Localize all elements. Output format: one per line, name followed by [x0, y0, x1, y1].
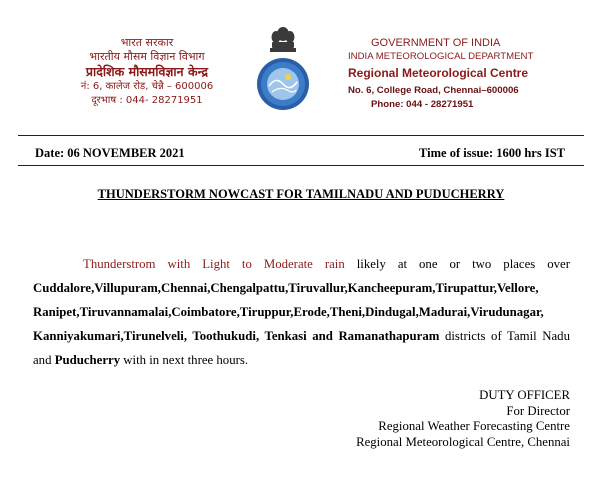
header-divider-top	[18, 135, 584, 136]
hindi-line-dept: भारतीय मौसम विज्ञान विभाग	[89, 50, 205, 63]
signature-block	[356, 388, 570, 450]
english-header	[345, 36, 585, 111]
government-emblem-icon	[252, 24, 314, 120]
signature-title: DUTY OFFICER	[479, 388, 570, 402]
body-districts: districts of Tamil Nadu and	[33, 329, 570, 367]
hindi-line-govt: भारत सरकार	[120, 36, 174, 49]
body-likely: likely at one or two places over	[344, 257, 570, 271]
english-line-address: No. 6, College Road, Chennai–600006	[348, 85, 519, 96]
hindi-line-address: नं: 6, कालेज रोड, चेन्नै – 600006	[80, 81, 214, 92]
issue-date: Date: 06 NOVEMBER 2021	[35, 146, 185, 160]
header-divider-bottom	[18, 165, 584, 166]
signature-centre: Regional Weather Forecasting Centre	[378, 419, 570, 433]
signature-org: Regional Meteorological Centre, Chennai	[356, 434, 570, 449]
hindi-line-phone: दूरभाष : 044- 28271951	[91, 95, 203, 106]
english-line-govt: GOVERNMENT OF INDIA	[371, 37, 501, 49]
hindi-line-centre: प्रादेशिक मौसमविज्ञान केन्द्र	[85, 64, 209, 79]
signature-for: For Director	[506, 403, 570, 418]
affected-places: Cuddalore,Villupuram,Chennai,Chengalpattu,Tiruvallur,Kancheepuram,Tirupattur,Vellore, Ranipet,Tiruvannamalai,Coimbatore,Tiruppur,Erode,Theni,Dindugal,Madurai,Virudunagar, Kanniyakumari,Tirunelveli, Toothukudi, Tenkasi and Ramanathapuram	[33, 281, 544, 343]
puducherry-label: Puducherry	[54, 353, 121, 367]
issue-time: Time of issue: 1600 hrs IST	[419, 146, 565, 160]
weather-phenomenon: Thunderstrom with Light to Moderate rain	[83, 257, 345, 271]
hindi-header	[52, 36, 242, 108]
bulletin-body	[33, 252, 570, 372]
bulletin-title: THUNDERSTORM NOWCAST FOR TAMILNADU AND PUDUCHERRY	[97, 187, 505, 201]
body-tail: with in next three hours.	[120, 353, 249, 367]
english-line-dept: INDIA METEOROLOGICAL DEPARTMENT	[348, 51, 534, 62]
english-line-centre: Regional Meteorological Centre	[348, 66, 529, 80]
english-line-phone: Phone: 044 - 28271951	[371, 99, 474, 110]
